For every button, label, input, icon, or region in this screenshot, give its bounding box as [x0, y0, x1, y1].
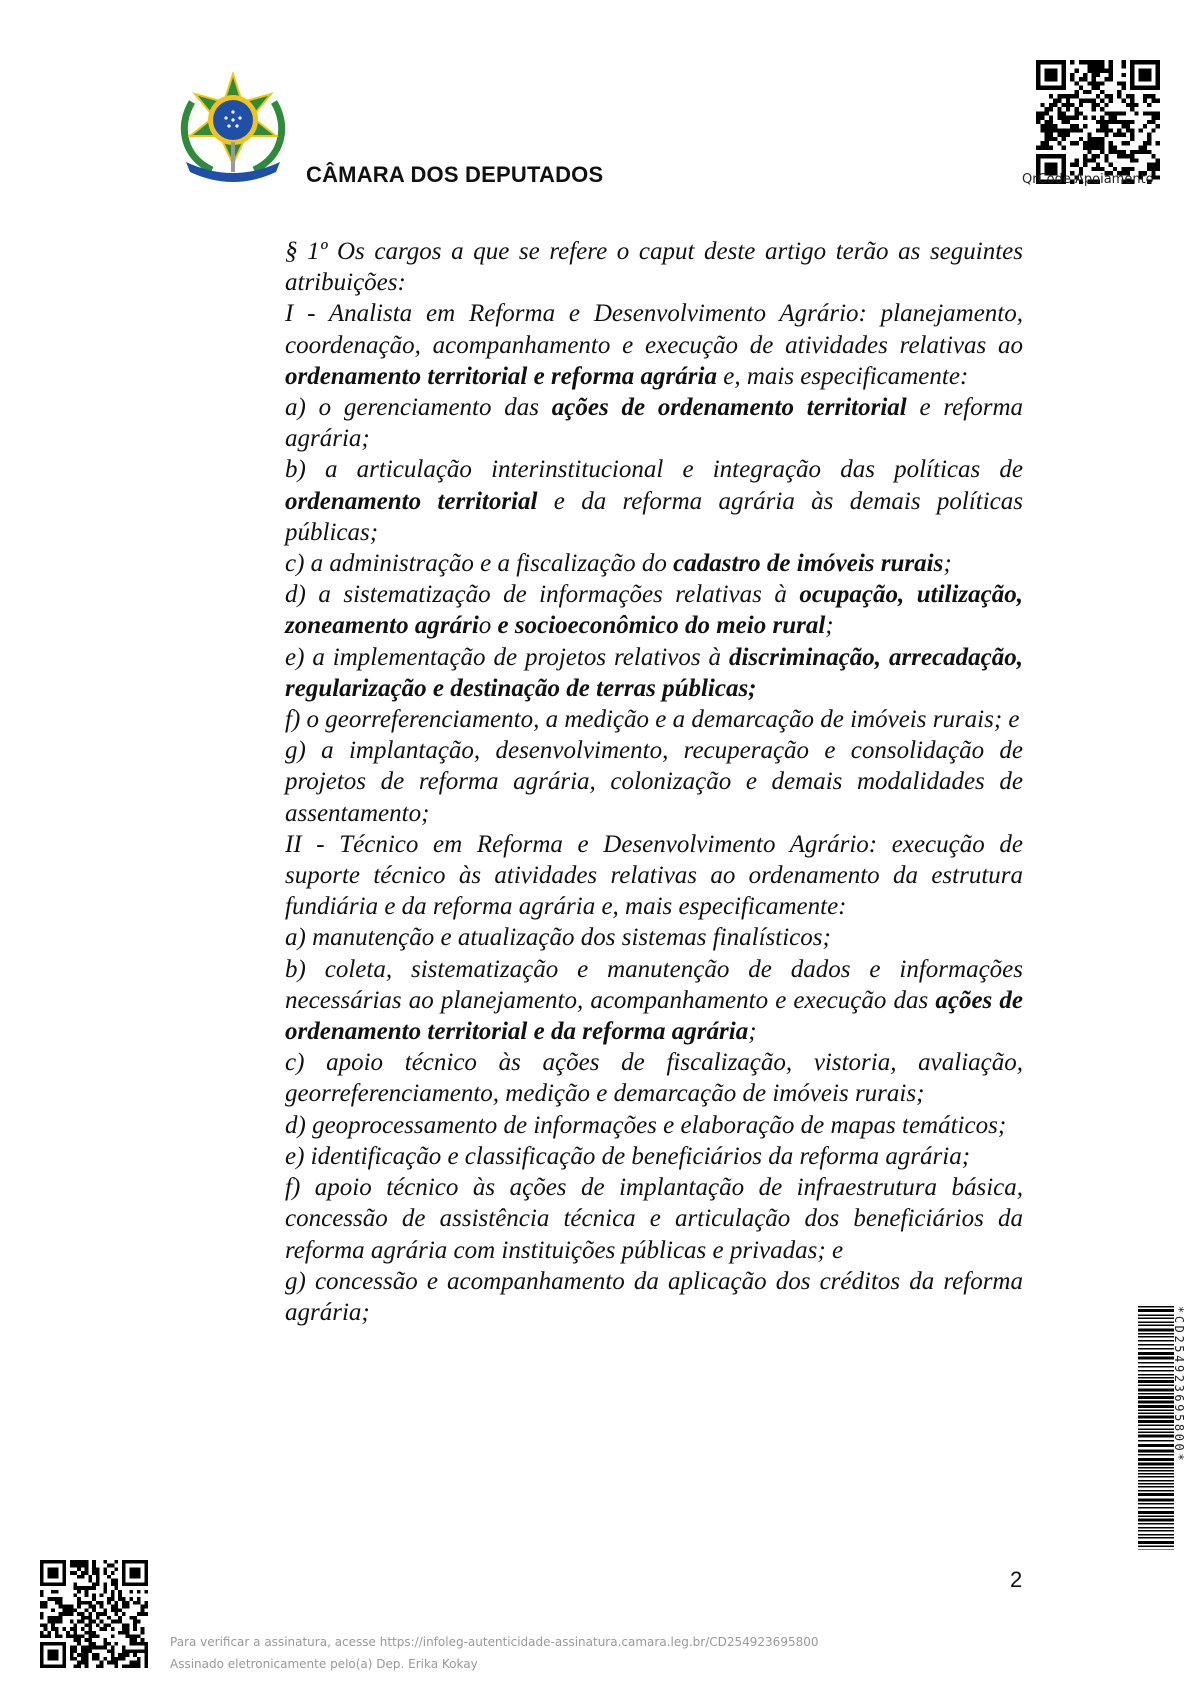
text-run: b) a articulação interinstitucional e integração das políticas de — [285, 456, 1023, 484]
text-run: e) a implementação de projetos relativos à — [285, 643, 729, 671]
bold-text: ocupação, utilização, zoneamento agrári — [285, 581, 1024, 640]
house-name: CÂMARA DOS DEPUTADOS — [306, 162, 604, 187]
coat-of-arms-icon — [172, 72, 294, 184]
bold-text: ordenamento territorial e reforma agrária — [285, 362, 717, 390]
paragraph — [285, 829, 1023, 923]
bold-text: ações de ordenamento territorial — [551, 394, 907, 422]
paragraph — [285, 1110, 1023, 1141]
paragraph — [285, 1266, 1023, 1328]
paragraph — [285, 954, 1023, 1048]
text-run: d) a sistematização de informações relativas à — [285, 581, 800, 609]
bold-text: ações de ordenamento territorial e da reforma agrária — [285, 986, 1023, 1046]
text-run: e da reforma agrária às demais políticas públicas; — [285, 487, 1023, 546]
text-run: II - Técnico em Reforma e Desenvolvimento Agrário: execução de suporte técnico às atividades relativas ao ordenamento da estrutura fundiária e da reforma agrária e, mais especificamente: — [285, 830, 1023, 921]
qr-code-label: QrCode Apoiamento — [1022, 172, 1154, 187]
text-run: ; — [825, 612, 834, 640]
paragraph — [285, 735, 1023, 829]
text-run: a) manutenção e atualização dos sistemas finalísticos; — [285, 924, 831, 952]
text-run: § 1º Os cargos a que se refere o caput deste artigo terão as seguintes atribuições: — [285, 238, 1023, 297]
text-run: g) a implantação, desenvolvimento, recuperação e consolidação de projetos de reforma agrária, colonização e demais modalidades de assentamento; — [285, 737, 1023, 827]
paragraph — [285, 454, 1023, 548]
paragraph — [285, 642, 1023, 704]
text-run: ; — [748, 1018, 757, 1046]
paragraph — [285, 236, 1023, 298]
text-run: d) geoprocessamento de informações e elaboração de mapas temáticos; — [285, 1111, 1007, 1139]
text-run: b) coleta, sistematização e manutenção de dados e informações necessárias ao planejamento, acompanhamento e execução das — [285, 955, 1023, 1014]
text-run: c) apoio técnico às ações de fiscalização, vistoria, avaliação, georreferenciamento, medição e demarcação de imóveis rurais; — [285, 1049, 1023, 1108]
signature-verify-text: Para verificar a assinatura, acesse https://infoleg-autenticidade-assinatura.camara.leg.br/CD254923695800 — [170, 1635, 819, 1649]
bold-text: cadastro de imóveis rurais — [673, 550, 944, 578]
paragraph — [285, 922, 1023, 953]
barcode-text: *CD254923695800* — [1172, 1306, 1186, 1464]
paragraph — [285, 1172, 1023, 1266]
text-run: e, mais especificamente: — [716, 362, 969, 390]
text-run: e reforma agrária; — [285, 394, 1023, 453]
document-body — [285, 236, 1023, 1328]
text-run: c) a administração e a fiscalização do — [285, 550, 674, 578]
qr-code-icon — [1036, 60, 1160, 184]
paragraph — [285, 548, 1023, 579]
bold-text: ordenamento territorial — [285, 487, 538, 515]
text-run: e) identificação e classificação de beneficiários da reforma agrária; — [285, 1142, 971, 1170]
paragraph — [285, 704, 1023, 735]
text-run: g) concessão e acompanhamento da aplicação dos créditos da reforma agrária; — [285, 1267, 1023, 1326]
paragraph — [285, 392, 1023, 454]
text-run: o — [478, 612, 492, 640]
qr-code-icon — [40, 1560, 148, 1668]
text-run: I - Analista em Reforma e Desenvolvimento Agrário: planejamento, coordenação, acompanhamento e execução de atividades relativas ao — [285, 300, 1023, 359]
barcode-text-wrap — [1172, 1306, 1188, 1550]
bold-text: e socioeconômico do meio rural — [491, 612, 826, 640]
text-run: f) o georreferenciamento, a medição e a demarcação de imóveis rurais; e — [285, 706, 1020, 734]
paragraph — [285, 1047, 1023, 1109]
page-number: 2 — [1010, 1567, 1023, 1592]
paragraph — [285, 298, 1023, 392]
text-run: ; — [943, 550, 952, 578]
barcode-icon — [1138, 1306, 1174, 1550]
paragraph — [285, 579, 1023, 641]
text-run: f) apoio técnico às ações de implantação de infraestrutura básica, concessão de assistência técnica e articulação dos beneficiários da reforma agrária com instituições públicas e privadas; e — [285, 1174, 1023, 1264]
signed-by-text: Assinado eletronicamente pelo(a) Dep. Erika Kokay — [170, 1657, 478, 1671]
text-run: a) o gerenciamento das — [285, 394, 552, 422]
bold-text: discriminação, arrecadação, regularização e destinação de terras públicas; — [285, 643, 1023, 702]
paragraph — [285, 1141, 1023, 1172]
